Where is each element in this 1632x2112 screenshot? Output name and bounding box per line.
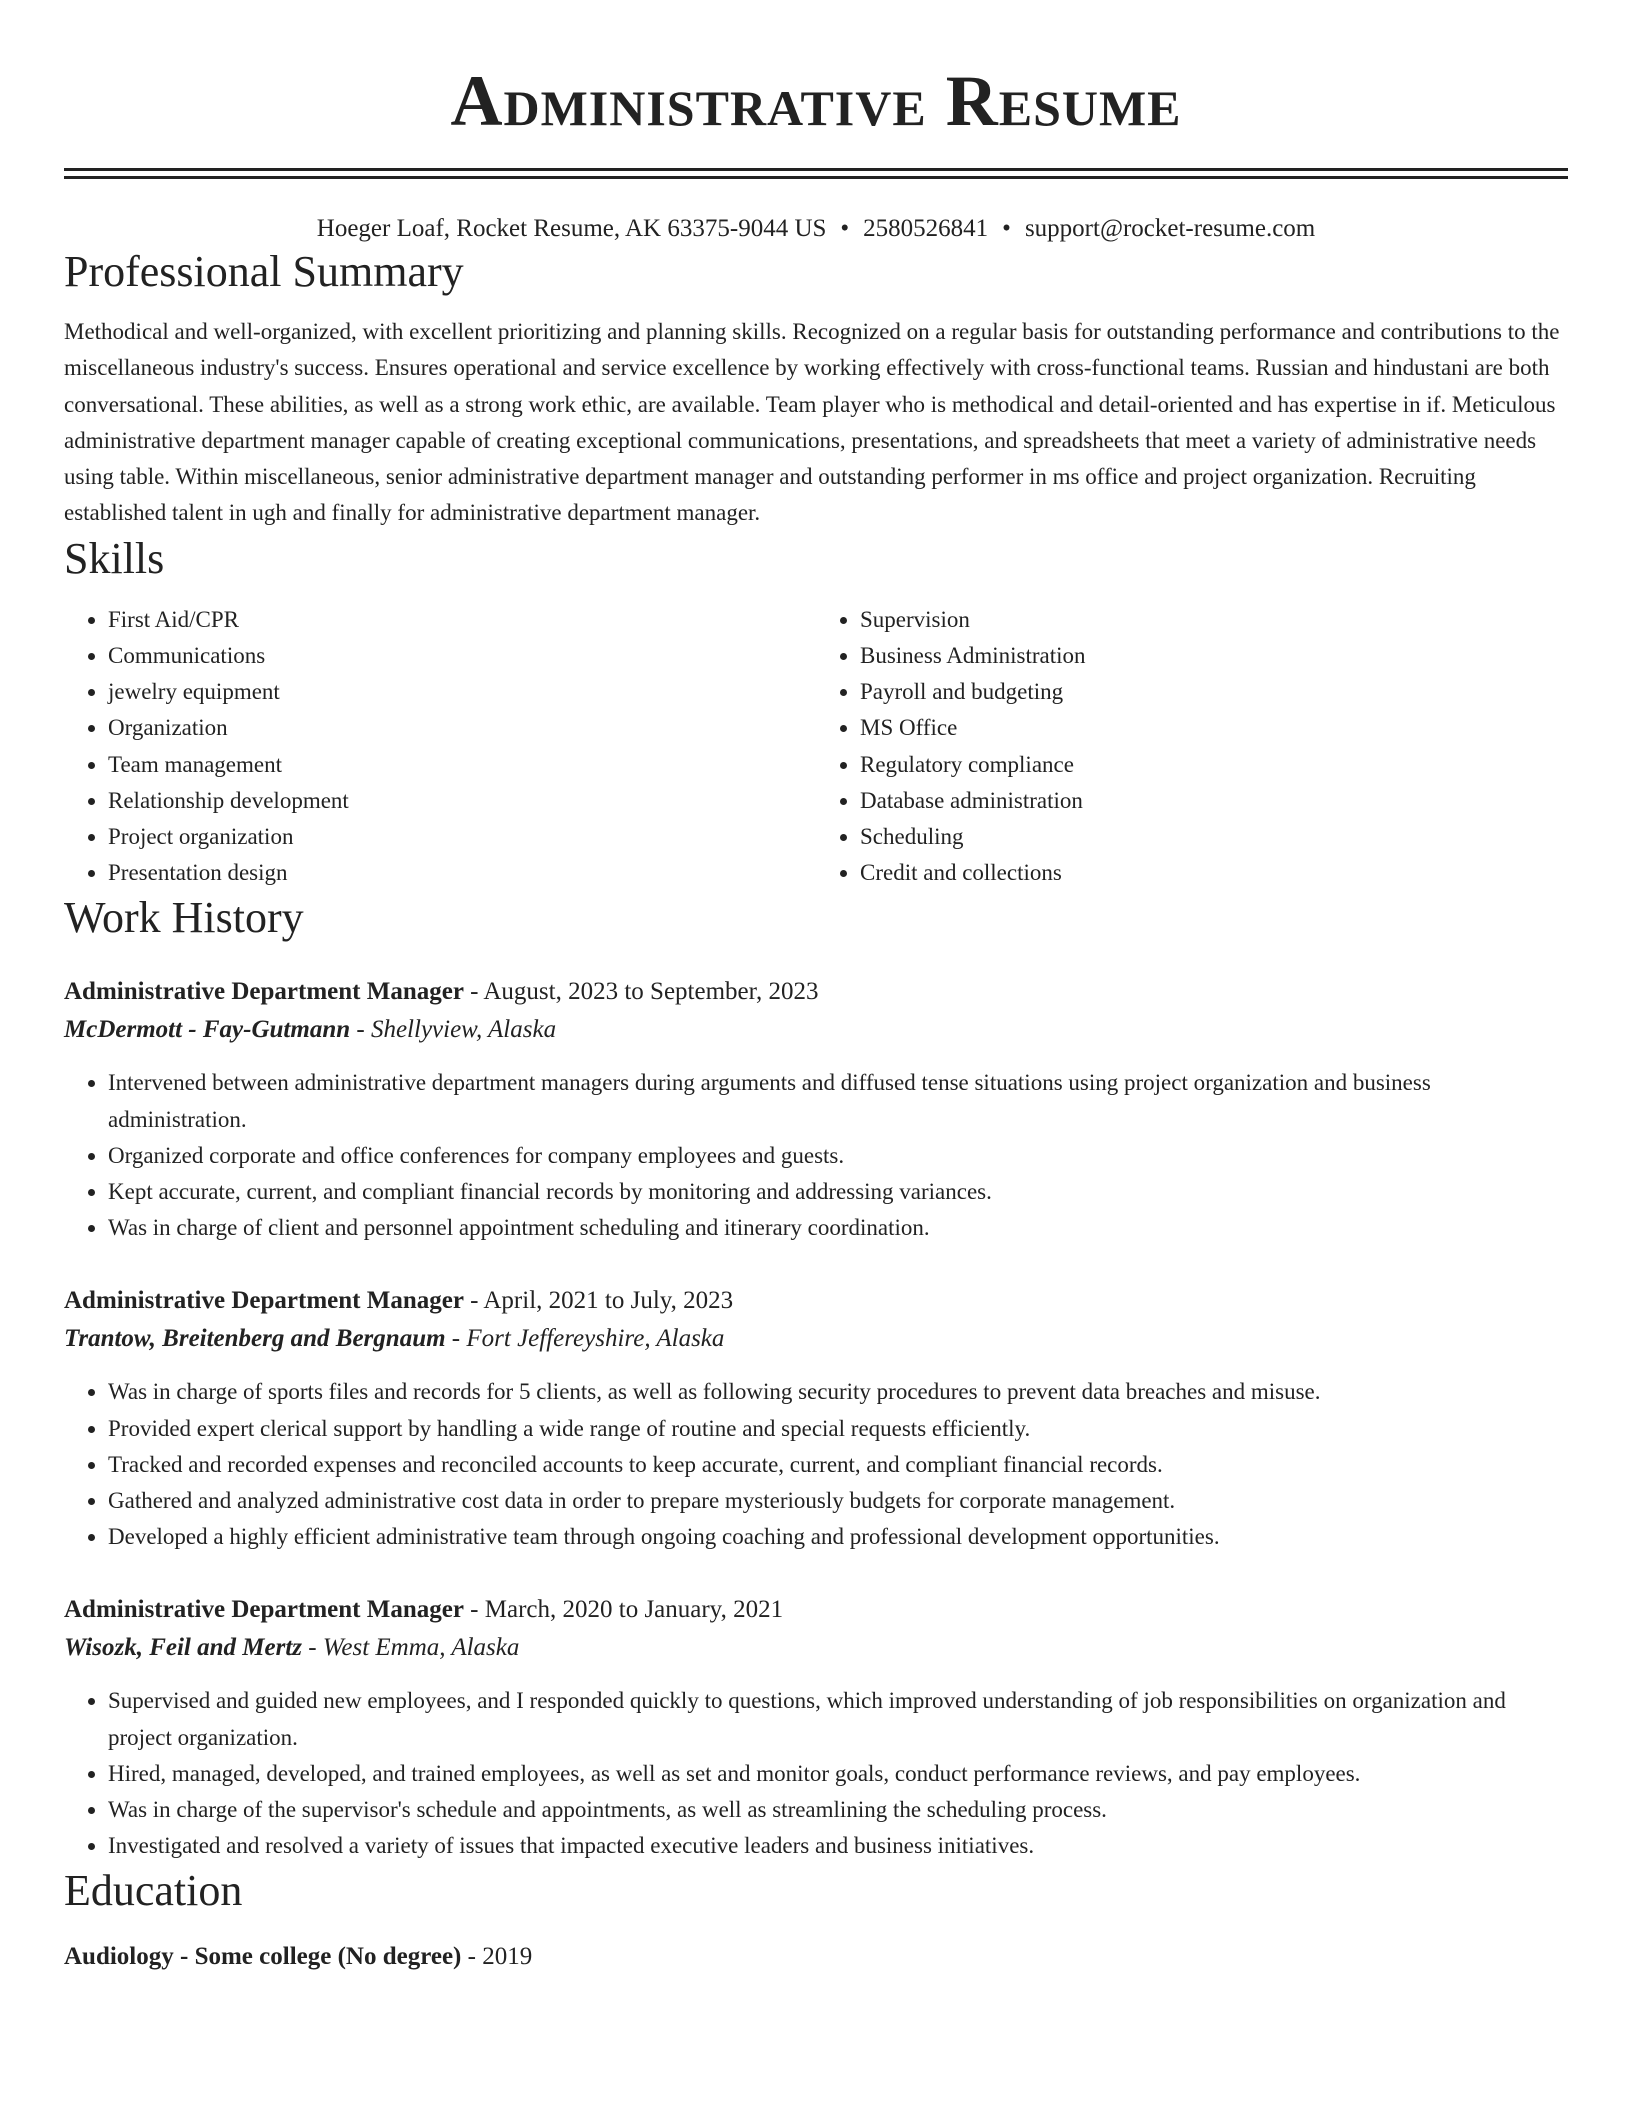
company-name: Wisozk, Feil and Mertz [64, 1634, 303, 1662]
job-title-line [64, 1282, 1568, 1320]
summary-text: Methodical and well-organized, with excellent prioritizing and planning skills. Recognized on a regular basis for outstanding performance and contributions to the miscellaneous industry's success. Ensures operational and service excellence by working effectively with cross-functional teams. Russian and hindustani are both conversational. These abilities, as well as a strong work ethic, are available. Team player who is methodical and detail-oriented and has expertise in if. Meticulous administrative department manager capable of creating exceptional communications, presentations, and spreadsheets that meet a variety of administrative needs using table. Within miscellaneous, senior administrative department manager and outstanding performer in ms office and project organization. Recruiting established talent in ugh and finally for administrative department manager. [64, 319, 1560, 526]
skill-item: • Team management [108, 747, 816, 783]
job-dates: - April, 2021 to July, 2023 [463, 1287, 734, 1315]
skill-item: • Credit and collections [860, 855, 1568, 891]
skills-column-right [816, 602, 1568, 892]
job-title-line [64, 1591, 1568, 1629]
job-entry [64, 1282, 1568, 1555]
resume-title: Administrative Resume [450, 61, 1182, 141]
skills-list [64, 602, 1568, 892]
job-duty-item: • Was in charge of sports files and records for 5 clients, as well as following security procedures to prevent data breaches and misuse. [108, 1374, 1568, 1410]
job-duty-item: • Gathered and analyzed administrative cost data in order to prepare mysteriously budgets for corporate management. [108, 1483, 1568, 1519]
summary-heading: Professional Summary [64, 247, 464, 296]
company-line [64, 1320, 1568, 1358]
contact-line [64, 213, 1568, 245]
skills-heading: Skills [64, 533, 165, 583]
skill-item: • Business Administration [860, 638, 1568, 674]
job-title: Administrative Department Manager [64, 1596, 464, 1624]
job-duty-item: • Was in charge of client and personnel appointment scheduling and itinerary coordination. [108, 1210, 1568, 1246]
job-entry [64, 973, 1568, 1246]
job-title: Administrative Department Manager [64, 978, 464, 1006]
skill-item: • Relationship development [108, 783, 816, 819]
skill-item: • Organization [108, 710, 816, 746]
company-line [64, 1629, 1568, 1667]
job-duty-item: • Developed a highly efficient administrative team through ongoing coaching and professional development opportunities. [108, 1519, 1568, 1555]
skill-item: • Database administration [860, 783, 1568, 819]
skill-item: • First Aid/CPR [108, 602, 816, 638]
education-entry [64, 1938, 1568, 1976]
job-dates: - March, 2020 to January, 2021 [463, 1596, 784, 1624]
company-location: - West Emma, Alaska [302, 1634, 520, 1662]
job-duty-item: • Tracked and recorded expenses and reconciled accounts to keep accurate, current, and compliant financial records. [108, 1447, 1568, 1483]
skills-column-left [64, 602, 816, 892]
skill-item: • MS Office [860, 710, 1568, 746]
job-duty-item: • Kept accurate, current, and compliant financial records by monitoring and addressing variances. [108, 1174, 1568, 1210]
skill-item: • Regulatory compliance [860, 747, 1568, 783]
job-duty-item: • Provided expert clerical support by handling a wide range of routine and special requests efficiently. [108, 1411, 1568, 1447]
skill-item: • Supervision [860, 602, 1568, 638]
contact-address: Hoeger Loaf, Rocket Resume, AK 63375-9044 US [316, 215, 827, 242]
job-entry [64, 1591, 1568, 1864]
skill-item: • Project organization [108, 819, 816, 855]
job-duty-item: • Supervised and guided new employees, and I responded quickly to questions, which improved understanding of job responsibilities on organization and project organization. [108, 1683, 1568, 1755]
job-duties [64, 1065, 1568, 1246]
company-location: - Fort Jeffereyshire, Alaska [445, 1325, 725, 1353]
job-title-line [64, 973, 1568, 1011]
job-duty-item: • Organized corporate and office conferences for company employees and guests. [108, 1138, 1568, 1174]
skill-item: • Scheduling [860, 819, 1568, 855]
skill-item: • jewelry equipment [108, 674, 816, 710]
job-duty-item: • Was in charge of the supervisor's schedule and appointments, as well as streamlining the scheduling process. [108, 1792, 1568, 1828]
contact-separator: • [1002, 215, 1011, 242]
contact-phone: 2580526841 [863, 215, 989, 242]
education-year: - 2019 [461, 1943, 533, 1971]
company-name: Trantow, Breitenberg and Bergnaum [64, 1325, 446, 1353]
education-degree: Audiology - Some college (No degree) [64, 1943, 462, 1971]
skill-item: • Payroll and budgeting [860, 674, 1568, 710]
job-duty-item: • Investigated and resolved a variety of issues that impacted executive leaders and business initiatives. [108, 1828, 1568, 1864]
skill-item: • Communications [108, 638, 816, 674]
contact-email: support@rocket-resume.com [1024, 215, 1316, 242]
job-duties [64, 1374, 1568, 1555]
contact-separator: • [840, 215, 850, 242]
skill-item: • Presentation design [108, 855, 816, 891]
job-duty-item: • Hired, managed, developed, and trained employees, as well as set and monitor goals, conduct performance reviews, and pay employees. [108, 1756, 1568, 1792]
company-line [64, 1011, 1568, 1049]
job-dates: - August, 2023 to September, 2023 [463, 978, 819, 1006]
title-divider [64, 168, 1568, 179]
education-heading: Education [64, 1866, 243, 1916]
work-history-heading: Work History [64, 893, 304, 943]
company-name: McDermott - Fay-Gutmann [64, 1016, 351, 1044]
job-duty-item: • Intervened between administrative department managers during arguments and diffused tense situations using project organization and business administration. [108, 1065, 1568, 1137]
company-location: - Shellyview, Alaska [350, 1016, 557, 1044]
job-title: Administrative Department Manager [64, 1287, 464, 1315]
job-duties [64, 1683, 1568, 1864]
